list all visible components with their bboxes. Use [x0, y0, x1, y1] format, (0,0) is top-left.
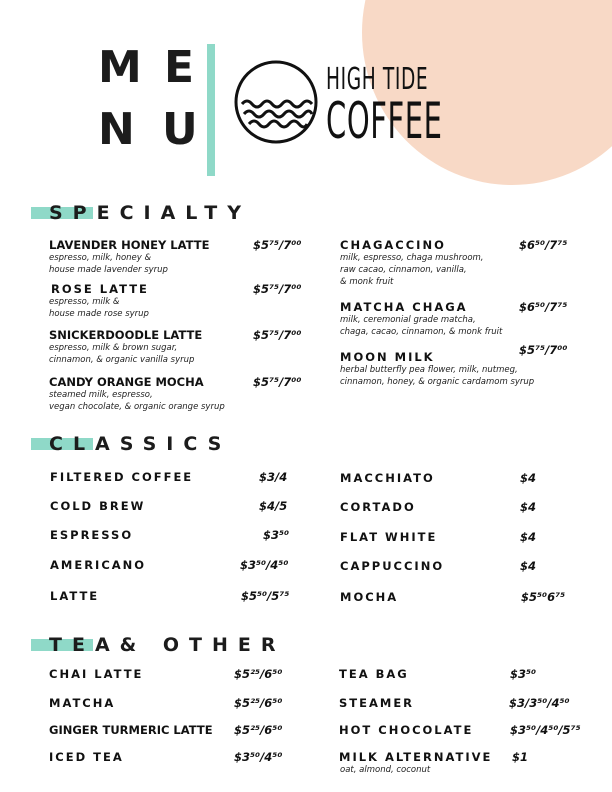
header-divider: [207, 44, 215, 176]
item-name: AMERICANO: [50, 558, 147, 572]
item-price: $5⁷⁵/7⁰⁰: [253, 375, 302, 389]
item-price: $4/5: [259, 499, 288, 513]
item-name: MILK ALTERNATIVE: [339, 750, 493, 764]
item-name: MATCHA CHAGA: [340, 300, 468, 314]
item-price: $3⁵⁰/4⁵⁰: [234, 750, 283, 764]
item-name: MOCHA: [340, 590, 399, 604]
item-price: $3/3⁵⁰/4⁵⁰: [509, 696, 570, 710]
item-price: $5⁷⁵/7⁰⁰: [519, 343, 568, 357]
item-name: LATTE: [50, 589, 100, 603]
item-desc-line: vegan chocolate, & organic orange syrup: [49, 402, 225, 412]
item-desc-line: chaga, cacao, cinnamon, & monk fruit: [340, 327, 503, 337]
specialty-title: SPECIALTY: [49, 202, 251, 224]
item-desc-line: cinnamon, honey, & organic cardamom syrup: [340, 377, 535, 387]
item-name: LAVENDER HONEY LATTE: [49, 238, 210, 252]
item-name: COLD BREW: [50, 499, 146, 513]
item-price: $4: [520, 559, 537, 573]
brand-name-line2: COFFEE: [326, 92, 443, 150]
item-price: $3⁵⁰/4⁵⁰/5⁷⁵: [510, 723, 581, 737]
item-name: SNICKERDOODLE LATTE: [49, 328, 203, 342]
item-price: $4: [520, 500, 537, 514]
brand-name-line1: HIGH TIDE: [326, 62, 429, 97]
item-price: $3⁵⁰: [263, 528, 290, 542]
item-desc-line: milk, espresso, chaga mushroom,: [340, 253, 484, 263]
classics-title: CLASSICS: [49, 433, 232, 455]
menu-letter-e: E: [164, 42, 195, 93]
item-name: MATCHA: [49, 696, 116, 710]
item-name: CANDY ORANGE MOCHA: [49, 375, 204, 389]
item-name: CHAGACCINO: [340, 238, 446, 252]
item-price: $5²⁵/6⁵⁰: [234, 696, 283, 710]
item-name: CORTADO: [340, 500, 416, 514]
item-price: $3⁵⁰/4⁵⁰: [240, 558, 289, 572]
item-price: $3/4: [259, 470, 288, 484]
item-name: FILTERED COFFEE: [50, 470, 194, 484]
item-desc-line: house made rose syrup: [49, 309, 149, 319]
item-price: $4: [520, 471, 537, 485]
item-price: $5⁷⁵/7⁰⁰: [253, 328, 302, 342]
item-desc-line: espresso, milk & brown sugar,: [49, 343, 178, 353]
item-desc-line: espresso, milk &: [49, 297, 120, 307]
item-desc-line: oat, almond, coconut: [340, 765, 431, 775]
item-price: $3⁵⁰: [510, 667, 537, 681]
item-name: ROSE LATTE: [51, 282, 149, 296]
item-name: FLAT WHITE: [340, 530, 438, 544]
item-name: TEA BAG: [339, 667, 409, 681]
item-price: $6⁵⁰/7⁷⁵: [519, 300, 568, 314]
item-name: ICED TEA: [49, 750, 124, 764]
item-desc-line: steamed milk, espresso,: [49, 390, 153, 400]
item-price: $5⁷⁵/7⁰⁰: [253, 282, 302, 296]
item-price: $5⁵⁰/5⁷⁵: [241, 589, 290, 603]
item-price: $5²⁵/6⁵⁰: [234, 667, 283, 681]
menu-letter-m: M: [98, 42, 142, 93]
item-price: $4: [520, 530, 537, 544]
item-name: GINGER TURMERIC LATTE: [49, 723, 213, 737]
item-price: $6⁵⁰/7⁷⁵: [519, 238, 568, 252]
item-desc-line: cinnamon, & organic vanilla syrup: [49, 355, 195, 365]
item-desc-line: raw cacao, cinnamon, vanilla,: [340, 265, 467, 275]
item-name: STEAMER: [339, 696, 415, 710]
item-desc-line: milk, ceremonial grade matcha,: [340, 315, 476, 325]
item-price: $1: [512, 750, 529, 764]
item-name: CHAI LATTE: [49, 667, 144, 681]
wave-circle-icon: [234, 60, 318, 144]
item-name: HOT CHOCOLATE: [339, 723, 474, 737]
item-name: CAPPUCCINO: [340, 559, 445, 573]
item-desc-line: herbal butterfly pea flower, milk, nutmeg,: [340, 365, 518, 375]
item-name: ESPRESSO: [50, 528, 134, 542]
item-desc-line: & monk fruit: [340, 277, 394, 287]
item-desc-line: house made lavender syrup: [49, 265, 168, 275]
item-name: MACCHIATO: [340, 471, 435, 485]
item-desc-line: espresso, milk, honey &: [49, 253, 152, 263]
tea-other-title: TEA& OTHER: [49, 634, 286, 656]
item-price: $5²⁵/6⁵⁰: [234, 723, 283, 737]
item-price: $5⁵⁰6⁷⁵: [521, 590, 566, 604]
menu-letter-n: N: [98, 104, 135, 155]
menu-letter-u: U: [162, 104, 198, 155]
item-price: $5⁷⁵/7⁰⁰: [253, 238, 302, 252]
item-name: MOON MILK: [340, 350, 435, 364]
